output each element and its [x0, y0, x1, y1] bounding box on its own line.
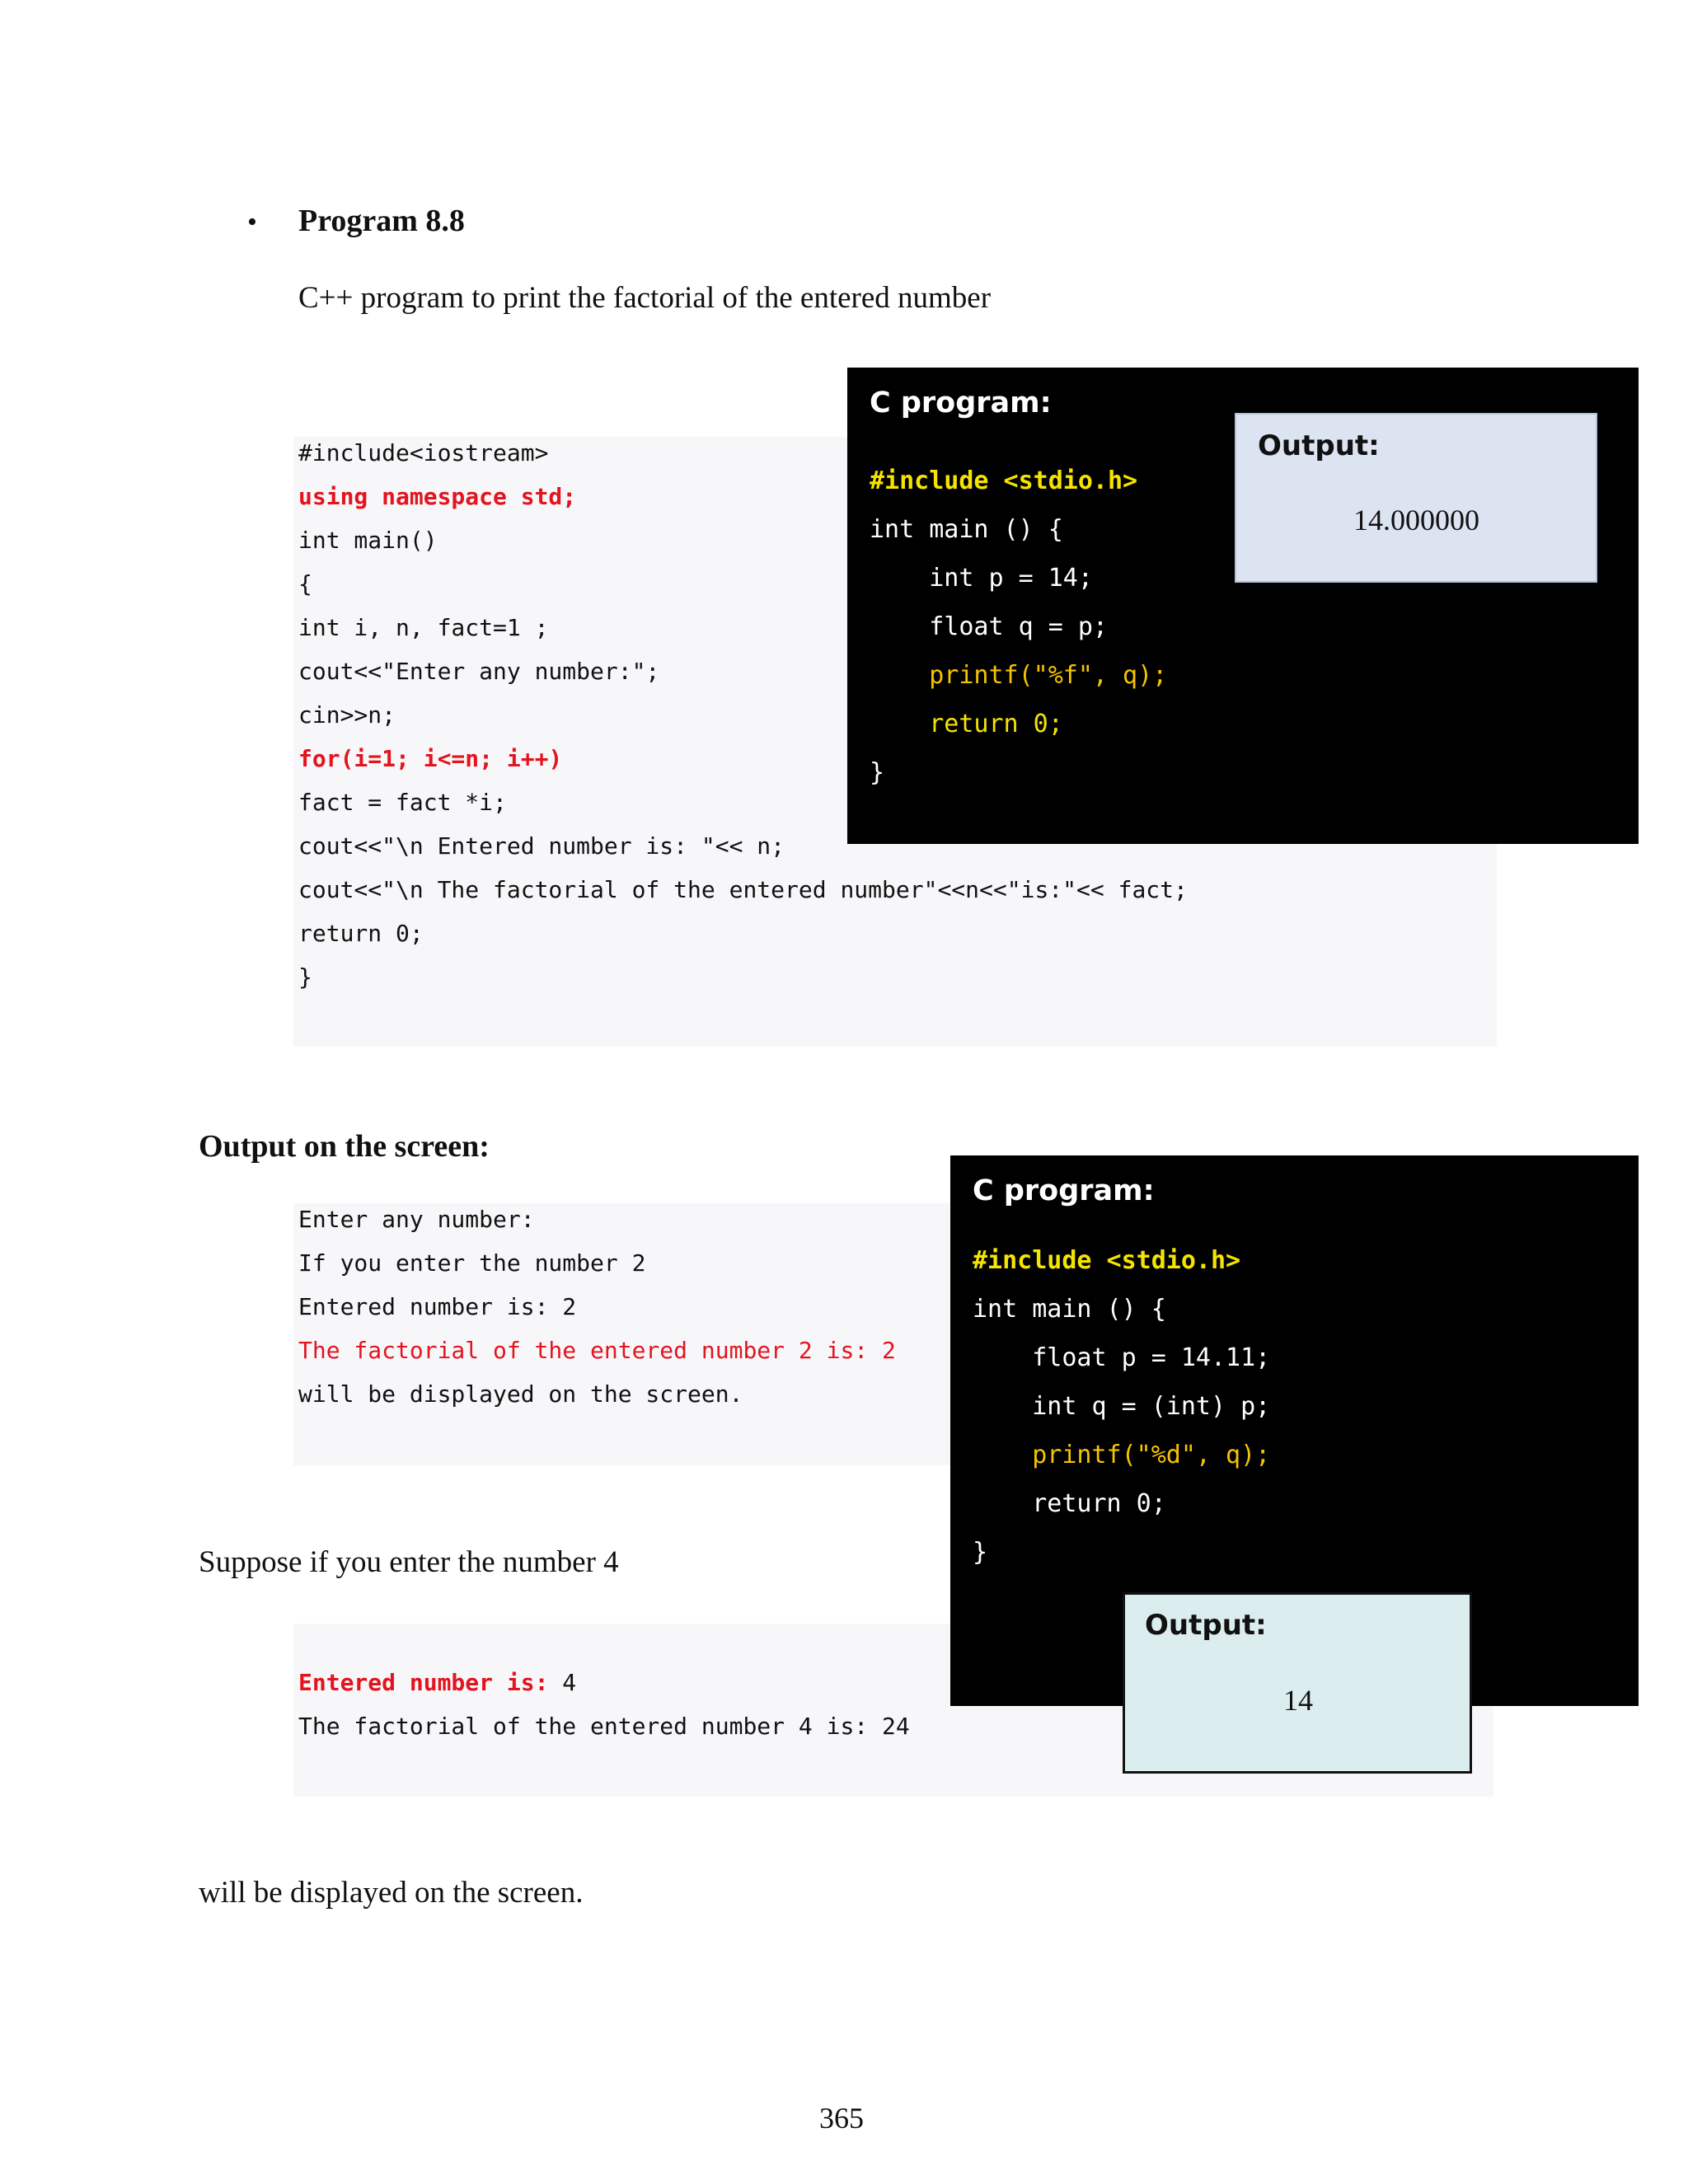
code-line: float p = 14.11; [973, 1343, 1271, 1372]
program-title: Program 8.8 [298, 204, 465, 238]
code-line: using namespace std; [298, 483, 577, 510]
code-line: return 0; [973, 1489, 1166, 1518]
code-line: cin>>n; [298, 701, 396, 729]
code-line: cout<<"Enter any number:"; [298, 658, 660, 685]
code-line: fact = fact *i; [298, 789, 507, 816]
suppose-text: Suppose if you enter the number 4 [199, 1545, 619, 1579]
output-title: Output: [1145, 1609, 1267, 1642]
output-box-2 [1123, 1592, 1472, 1774]
code-line: { [298, 570, 312, 598]
code-line: #include<iostream> [298, 439, 549, 466]
code-line: int main () { [870, 515, 1063, 544]
code-line: } [870, 758, 885, 787]
output-line: will be displayed on the screen. [298, 1380, 743, 1408]
second-output-line-2: The factorial of the entered number 4 is: 24 [298, 1713, 910, 1740]
entered-label: Entered number is: [298, 1669, 549, 1696]
code-line: } [298, 963, 312, 991]
output-title: Output: [1258, 429, 1380, 462]
output-box-1 [1235, 413, 1597, 583]
output-code-panel [293, 1203, 953, 1465]
output-value: 14.000000 [1353, 504, 1479, 537]
code-line: return 0; [870, 710, 1063, 738]
code-line: int i, n, fact=1 ; [298, 614, 549, 641]
code-line: int q = (int) p; [973, 1392, 1271, 1421]
output-line: Entered number is: 2 [298, 1293, 577, 1320]
page-number: 365 [819, 2102, 864, 2135]
program-description: C++ program to print the factorial of the entered number [298, 281, 992, 315]
code-line: printf("%d", q); [973, 1441, 1271, 1469]
second-output-line-1 [298, 1668, 576, 1698]
code-line: int main () { [973, 1295, 1166, 1324]
code-line: float q = p; [870, 612, 1108, 641]
c-program-title: C program: [973, 1174, 1155, 1207]
entered-value: 4 [548, 1669, 577, 1696]
c-program-title: C program: [870, 387, 1052, 419]
closing-text: will be displayed on the screen. [199, 1876, 584, 1910]
output-value: 14 [1283, 1684, 1313, 1717]
code-line: } [973, 1538, 988, 1567]
code-line: cout<<"\n The factorial of the entered number"<<n<<"is:"<< fact; [298, 876, 1188, 903]
code-line: printf("%f", q); [870, 661, 1168, 690]
code-line: cout<<"\n Entered number is: "<< n; [298, 832, 785, 860]
output-line: The factorial of the entered number 2 is: 2 [298, 1337, 896, 1364]
code-line: #include <stdio.h> [870, 466, 1138, 495]
code-line: for(i=1; i<=n; i++) [298, 745, 563, 772]
output-line: Enter any number: [298, 1206, 535, 1233]
output-line: If you enter the number 2 [298, 1249, 646, 1277]
code-line: return 0; [298, 920, 424, 947]
bullet: • [247, 207, 257, 237]
code-line: int main() [298, 527, 438, 554]
code-line: int p = 14; [870, 564, 1093, 593]
code-line: #include <stdio.h> [973, 1246, 1241, 1275]
output-section-title: Output on the screen: [199, 1129, 490, 1164]
